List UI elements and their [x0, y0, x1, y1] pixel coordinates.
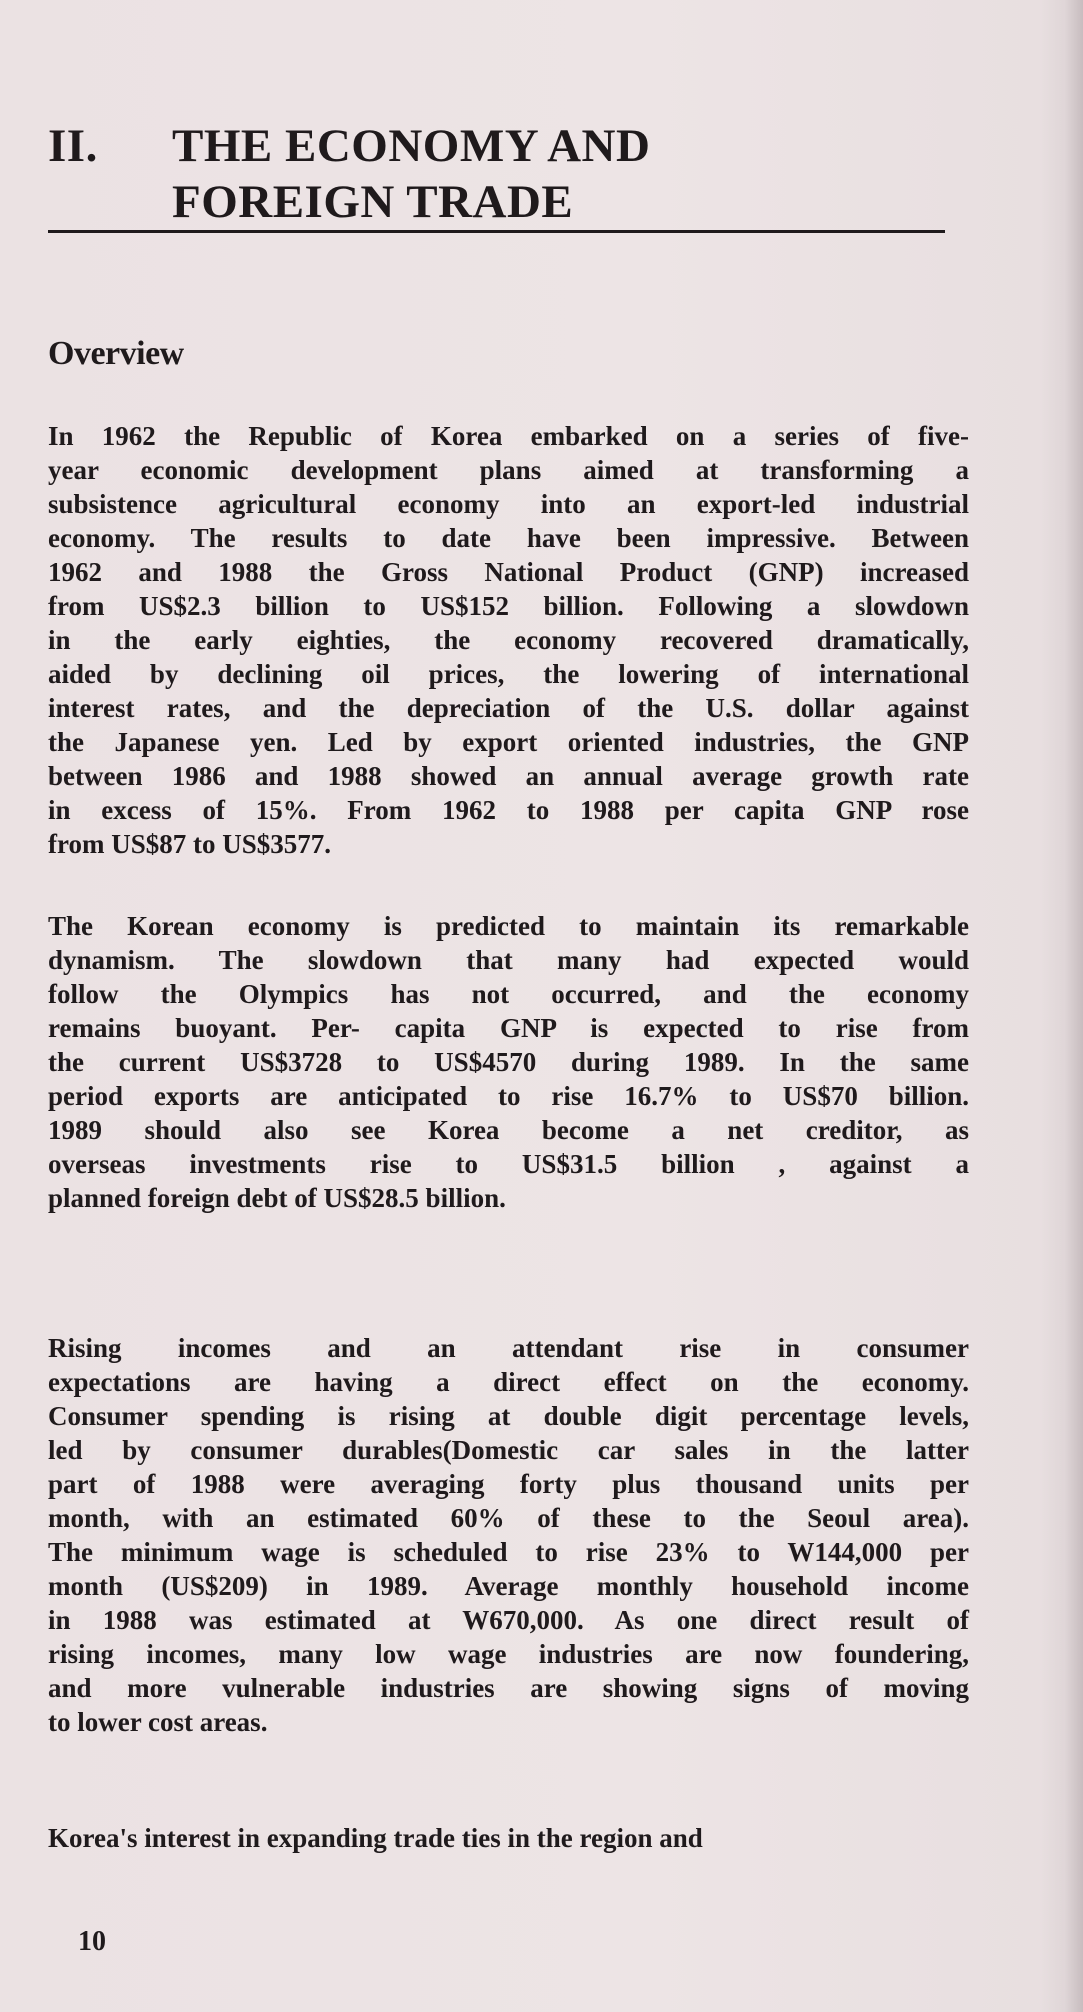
- paragraph-line: led by consumer durables(Domestic car sales in the latter: [48, 1435, 969, 1465]
- chapter-number: II.: [48, 120, 98, 172]
- paragraph-line: in excess of 15%. From 1962 to 1988 per capita GNP rose: [48, 795, 969, 825]
- paragraph-line: planned foreign debt of US$28.5 billion.: [48, 1183, 506, 1213]
- chapter-title-line-2: FOREIGN TRADE: [172, 176, 574, 228]
- paragraph-line: rising incomes, many low wage industries are now foundering,: [48, 1639, 969, 1669]
- paragraph-line: follow the Olympics has not occurred, and the economy: [48, 979, 969, 1009]
- page-binding-shadow: [1065, 0, 1083, 2012]
- chapter-title: [48, 118, 948, 230]
- paragraph-line: expectations are having a direct effect on the economy.: [48, 1367, 969, 1397]
- section-heading: Overview: [48, 335, 184, 372]
- paragraph-line: economy. The results to date have been impressive. Between: [48, 523, 969, 553]
- paragraph-line: the Japanese yen. Led by export oriented industries, the GNP: [48, 727, 969, 757]
- paragraph-line: the current US$3728 to US$4570 during 1989. In the same: [48, 1047, 969, 1077]
- paragraph-line: overseas investments rise to US$31.5 billion , against a: [48, 1149, 969, 1179]
- paragraph-line: Korea's interest in expanding trade ties in the region and: [48, 1823, 703, 1853]
- paragraph-line: subsistence agricultural economy into an export-led industrial: [48, 489, 969, 519]
- paragraph-line: month, with an estimated 60% of these to the Seoul area).: [48, 1503, 969, 1533]
- paragraph-line: between 1986 and 1988 showed an annual average growth rate: [48, 761, 969, 791]
- paragraph-line: interest rates, and the depreciation of the U.S. dollar against: [48, 693, 969, 723]
- paragraph-line: year economic development plans aimed at transforming a: [48, 455, 969, 485]
- paragraph-line: to lower cost areas.: [48, 1707, 268, 1737]
- paragraph-1: [48, 419, 969, 861]
- chapter-underline-rule: [48, 230, 945, 233]
- chapter-title-line-1: [48, 118, 948, 174]
- paragraph-3: [48, 1331, 969, 1739]
- paragraph-2: [48, 909, 969, 1215]
- chapter-title-text-1: THE ECONOMY AND: [172, 120, 651, 172]
- paragraph-line: In 1962 the Republic of Korea embarked on a series of five-: [48, 421, 969, 451]
- paragraph-line: period exports are anticipated to rise 16.7% to US$70 billion.: [48, 1081, 969, 1111]
- paragraph-line: 1989 should also see Korea become a net creditor, as: [48, 1115, 969, 1145]
- paragraph-line: The Korean economy is predicted to maintain its remarkable: [48, 911, 969, 941]
- paragraph-line: aided by declining oil prices, the lowering of international: [48, 659, 969, 689]
- paragraph-line: dynamism. The slowdown that many had expected would: [48, 945, 969, 975]
- paragraph-line: Rising incomes and an attendant rise in consumer: [48, 1333, 969, 1363]
- paragraph-line: month (US$209) in 1989. Average monthly household income: [48, 1571, 969, 1601]
- paragraph-line: and more vulnerable industries are showing signs of moving: [48, 1673, 969, 1703]
- paragraph-line: from US$2.3 billion to US$152 billion. Following a slowdown: [48, 591, 969, 621]
- paragraph-line: Consumer spending is rising at double digit percentage levels,: [48, 1401, 969, 1431]
- page-number: 10: [78, 1926, 106, 1957]
- paragraph-line: in 1988 was estimated at W670,000. As one direct result of: [48, 1605, 969, 1635]
- paragraph-line: from US$87 to US$3577.: [48, 829, 331, 859]
- paragraph-line: remains buoyant. Per- capita GNP is expected to rise from: [48, 1013, 969, 1043]
- paragraph-4: [48, 1821, 969, 1855]
- paragraph-line: The minimum wage is scheduled to rise 23% to W144,000 per: [48, 1537, 969, 1567]
- paragraph-line: part of 1988 were averaging forty plus thousand units per: [48, 1469, 969, 1499]
- paragraph-line: in the early eighties, the economy recovered dramatically,: [48, 625, 969, 655]
- paragraph-line: 1962 and 1988 the Gross National Product (GNP) increased: [48, 557, 969, 587]
